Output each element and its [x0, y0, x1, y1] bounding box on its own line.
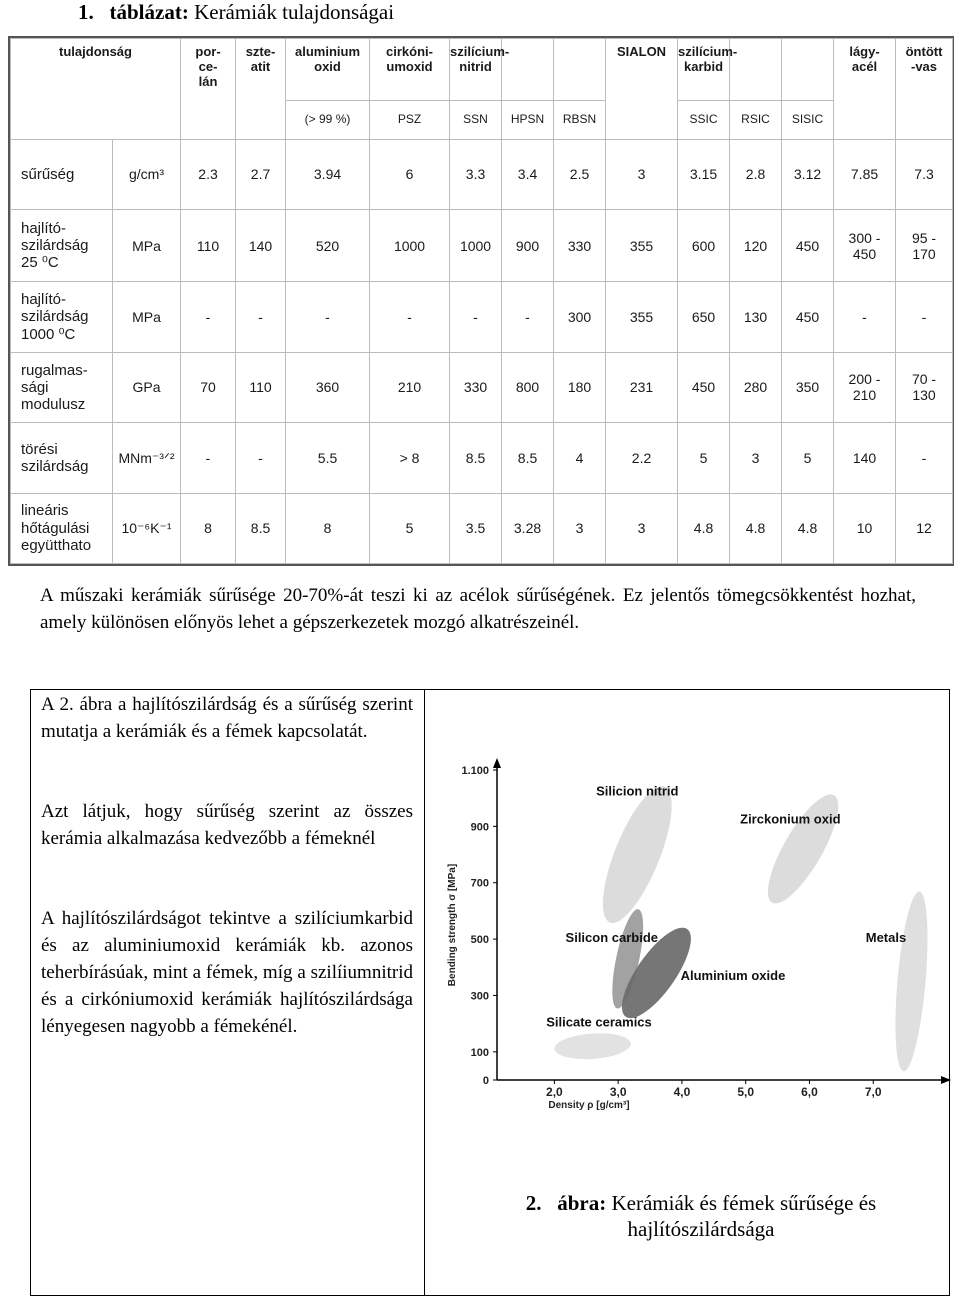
table-cell: 8.5	[450, 423, 502, 493]
table-header-material: lágy- acél	[834, 39, 896, 140]
table-cell: 2.7	[236, 139, 286, 209]
table-cell: 8.5	[502, 423, 554, 493]
table-cell: 231	[606, 352, 678, 422]
y-axis-arrow	[493, 758, 501, 768]
table-header-grade: RSIC	[730, 101, 782, 139]
table-cell: 5.5	[286, 423, 370, 493]
table-cell: -	[896, 423, 953, 493]
table-cell: 5	[678, 423, 730, 493]
table-cell: 900	[502, 209, 554, 281]
table-cell: 2.8	[730, 139, 782, 209]
table-header-grade: SSN	[450, 101, 502, 139]
table-cell: -	[181, 282, 236, 352]
paragraph-density: A műszaki kerámiák sűrűsége 20-70%-át teszi ki az acélok sűrűségének. Ez jelentős tömegcsökkentést hozhat, amely különösen előnyös lehet a gépszerkezetek mozgó alkatrészeinél.	[40, 585, 916, 633]
table-cell: 4.8	[678, 493, 730, 563]
table-cell: 180	[554, 352, 606, 422]
column-divider	[424, 690, 425, 1295]
figure-caption	[451, 1190, 951, 1242]
region-label: Aluminium oxide	[680, 967, 786, 983]
text-figure-intro: A 2. ábra a hajlítószilárdság és a sűrűség szerint mutatja a kerámiák és a fémek kapcsolatát.	[41, 694, 413, 742]
y-tick-label: 300	[470, 990, 489, 1003]
table-row-label: sűrűség	[11, 139, 113, 209]
table-cell: 2.5	[554, 139, 606, 209]
table-header-material: por- ce- lán	[181, 39, 236, 140]
table-row	[11, 209, 953, 281]
table-row-unit: GPa	[113, 352, 181, 422]
table-row-unit: MPa	[113, 209, 181, 281]
x-tick-label: 6,0	[801, 1085, 818, 1099]
table-header-material: öntött -vas	[896, 39, 953, 140]
properties-table-image	[8, 36, 954, 566]
properties-table	[10, 38, 953, 564]
table-cell: 7.3	[896, 139, 953, 209]
x-axis-arrow	[941, 1076, 951, 1084]
table-cell: 1000	[450, 209, 502, 281]
table-row	[11, 282, 953, 352]
table-cell: 7.85	[834, 139, 896, 209]
table-cell: 12	[896, 493, 953, 563]
y-tick-label: 900	[470, 821, 489, 834]
table-cell: 8	[286, 493, 370, 563]
table-cell: 6	[370, 139, 450, 209]
table-cell: > 8	[370, 423, 450, 493]
table-cell: 3.3	[450, 139, 502, 209]
table-caption-number: 1.	[78, 0, 94, 24]
text-density-comparison: Azt látjuk, hogy sűrűség szerint az összes kerámia alkalmazása kedvezőbb a fémeknél	[41, 801, 413, 849]
table-cell: 330	[554, 209, 606, 281]
table-cell: 350	[782, 352, 834, 422]
table-cell: -	[236, 282, 286, 352]
table-cell: 600	[678, 209, 730, 281]
table-row-label: rugalmas- sági modulusz	[11, 352, 113, 422]
table-cell: 3.28	[502, 493, 554, 563]
table-caption-title: Kerámiák tulajdonságai	[194, 0, 395, 24]
table-cell: 10	[834, 493, 896, 563]
y-tick-label: 500	[470, 934, 489, 947]
table-cell: -	[834, 282, 896, 352]
region-ellipse	[890, 890, 934, 1072]
table-cell: 300 - 450	[834, 209, 896, 281]
table-cell: 5	[370, 493, 450, 563]
table-row-unit: MPa	[113, 282, 181, 352]
table-cell: 3	[730, 423, 782, 493]
table-header-material: SIALON	[606, 39, 678, 140]
table-cell: 450	[782, 209, 834, 281]
table-cell: -	[181, 423, 236, 493]
table-cell: 650	[678, 282, 730, 352]
table-header-grade: PSZ	[370, 101, 450, 139]
table-cell: 110	[181, 209, 236, 281]
region-label: Silicon carbide	[565, 929, 659, 945]
x-tick-label: 5,0	[737, 1085, 755, 1099]
region-label: Silicion nitrid	[596, 783, 679, 799]
table-cell: 140	[236, 209, 286, 281]
table-cell: 355	[606, 209, 678, 281]
table-cell: 520	[286, 209, 370, 281]
x-tick-label: 2,0	[546, 1085, 563, 1099]
table-cell: -	[286, 282, 370, 352]
table-cell: 3	[606, 493, 678, 563]
table-cell: 3.5	[450, 493, 502, 563]
table-header-material: szte- atit	[236, 39, 286, 140]
table-cell: -	[450, 282, 502, 352]
table-cell: -	[502, 282, 554, 352]
table-header-material	[554, 39, 606, 101]
table-row-label: hajlító- szilárdság 25 ⁰C	[11, 209, 113, 281]
table-cell: 3.15	[678, 139, 730, 209]
table-cell: 800	[502, 352, 554, 422]
table-header-material	[502, 39, 554, 101]
table-row-unit: 10⁻⁶K⁻¹	[113, 493, 181, 563]
region-label: Silicate ceramics	[546, 1014, 652, 1030]
figure-caption-number: 2.	[525, 1191, 542, 1215]
table-caption	[78, 0, 394, 25]
table-header-grade: HPSN	[502, 101, 554, 139]
table-cell: 210	[370, 352, 450, 422]
table-row-label: hajlító- szilárdság 1000 ⁰C	[11, 282, 113, 352]
region-label: Zirckonium oxid	[740, 811, 841, 827]
table-header-material: aluminium oxid	[286, 39, 370, 101]
table-cell: 2.2	[606, 423, 678, 493]
table-header-grade: RBSN	[554, 101, 606, 139]
region-ellipse	[554, 1031, 632, 1062]
table-header-property: tulajdonság	[11, 39, 181, 140]
y-tick-label: 1.100	[461, 765, 489, 777]
table-cell: 3.4	[502, 139, 554, 209]
table-cell: 3	[554, 493, 606, 563]
table-cell: 200 - 210	[834, 352, 896, 422]
table-cell: 450	[782, 282, 834, 352]
table-cell: 5	[782, 423, 834, 493]
table-cell: 2.3	[181, 139, 236, 209]
table-cell: 120	[730, 209, 782, 281]
x-tick-label: 3,0	[609, 1085, 627, 1099]
table-cell: 3.12	[782, 139, 834, 209]
x-tick-label: 7,0	[864, 1085, 882, 1099]
region-label: Metals	[865, 929, 907, 945]
table-row-label: lineáris hőtágulási együtthato	[11, 493, 113, 563]
table-cell: 4.8	[782, 493, 834, 563]
table-cell: 8.5	[236, 493, 286, 563]
table-cell: 95 - 170	[896, 209, 953, 281]
table-header-grade: SISIC	[782, 101, 834, 139]
table-cell: -	[236, 423, 286, 493]
table-header-material	[730, 39, 782, 101]
table-cell: 280	[730, 352, 782, 422]
table-header-material	[782, 39, 834, 101]
table-cell: 8	[181, 493, 236, 563]
region-ellipse	[756, 786, 851, 913]
x-axis-title: Density ρ [g/cm³]	[548, 1100, 630, 1110]
table-header-material: cirkóni- umoxid	[370, 39, 450, 101]
y-tick-label: 0	[482, 1075, 489, 1087]
table-cell: -	[896, 282, 953, 352]
table-cell: 110	[236, 352, 286, 422]
y-tick-label: 100	[470, 1046, 489, 1059]
table-header-grade: (> 99 %)	[286, 101, 370, 139]
figure-caption-title: Kerámiák és fémek sűrűsége és hajlítószilárdsága	[611, 1191, 877, 1241]
table-cell: 130	[730, 282, 782, 352]
table-cell: 4.8	[730, 493, 782, 563]
table-cell: 4	[554, 423, 606, 493]
table-header-material: szilícium- karbid	[678, 39, 730, 101]
table-row	[11, 423, 953, 493]
table-cell: -	[370, 282, 450, 352]
table-cell: 300	[554, 282, 606, 352]
table-header-grade: SSIC	[678, 101, 730, 139]
y-axis-title: Bending strength σ [MPa]	[447, 863, 458, 987]
table-row	[11, 493, 953, 563]
figure-caption-label: ábra:	[557, 1191, 607, 1215]
density-strength-chart	[437, 750, 957, 1110]
table-row-unit: MNm⁻³ᐟ²	[113, 423, 181, 493]
table-cell: 3	[606, 139, 678, 209]
y-tick-label: 700	[470, 877, 489, 890]
table-header-material: szilícium- nitrid	[450, 39, 502, 101]
table-cell: 355	[606, 282, 678, 352]
region-ellipse	[589, 778, 685, 931]
table-row-unit: g/cm³	[113, 139, 181, 209]
table-caption-label: táblázat:	[109, 0, 189, 24]
table-cell: 140	[834, 423, 896, 493]
table-cell: 70 - 130	[896, 352, 953, 422]
table-cell: 450	[678, 352, 730, 422]
table-cell: 1000	[370, 209, 450, 281]
table-row	[11, 139, 953, 209]
x-tick-label: 4,0	[673, 1085, 691, 1099]
text-strength-comparison: A hajlítószilárdságot tekintve a szilíciumkarbid és az aluminiumoxid kerámiák kb. azonos teherbírásúak, mint a fémek, míg a szilíiumnitrid és a cirkóniumoxid kerámiák hajlítószilárdsága lényegesen nagyobb a fémekénél.	[41, 908, 413, 1037]
figure-box	[30, 689, 950, 1296]
table-cell: 3.94	[286, 139, 370, 209]
table-cell: 360	[286, 352, 370, 422]
table-row-label: törési szilárdság	[11, 423, 113, 493]
table-cell: 330	[450, 352, 502, 422]
table-row	[11, 352, 953, 422]
table-cell: 70	[181, 352, 236, 422]
